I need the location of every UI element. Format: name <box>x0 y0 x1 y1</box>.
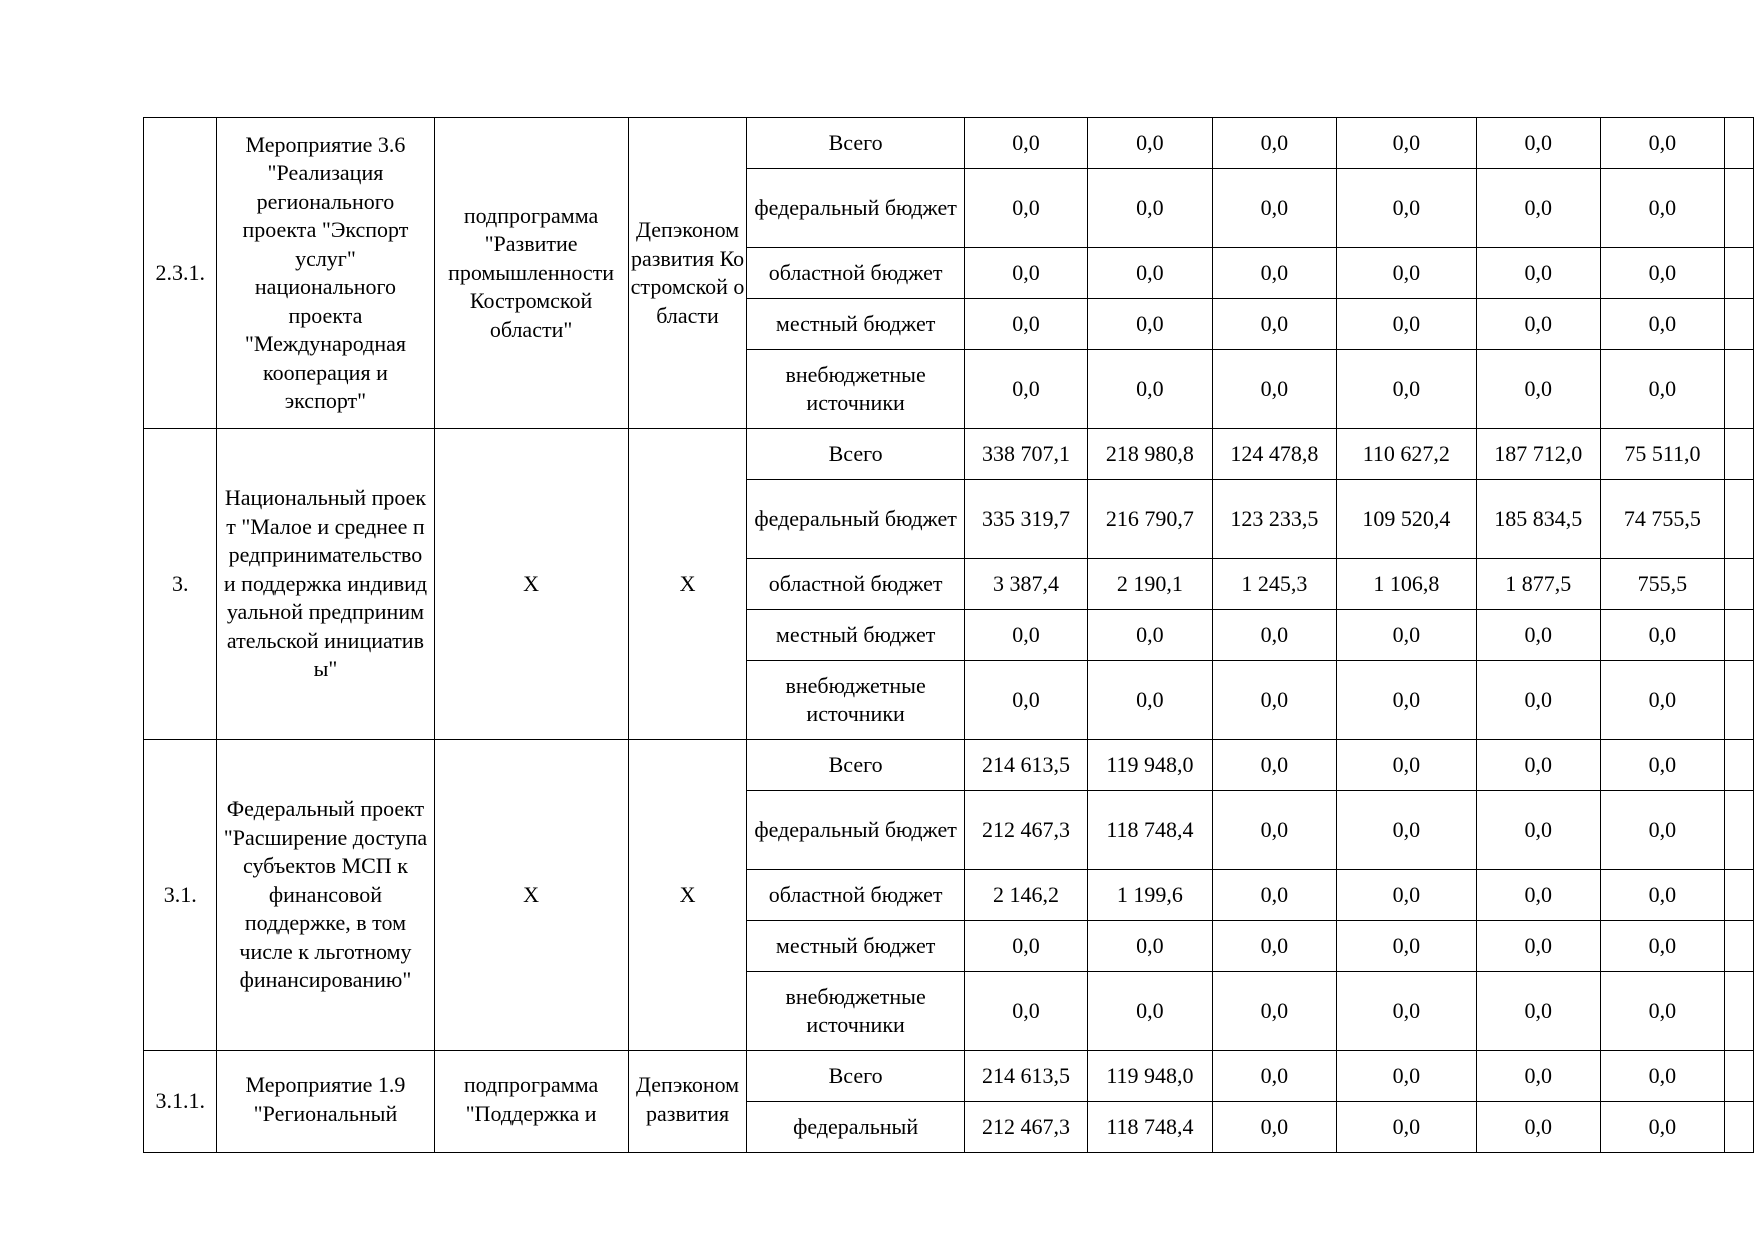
truncated-column-cell <box>1724 480 1753 559</box>
value-cell: 212 467,3 <box>964 791 1087 870</box>
value-cell: 119 948,0 <box>1088 1051 1212 1102</box>
truncated-column-cell <box>1724 350 1753 429</box>
value-cell: 1 877,5 <box>1476 559 1600 610</box>
value-cell: 0,0 <box>1212 169 1336 248</box>
value-cell: 0,0 <box>964 299 1087 350</box>
truncated-column-cell <box>1724 791 1753 870</box>
value-cell: 0,0 <box>1212 870 1336 921</box>
truncated-column-cell <box>1724 559 1753 610</box>
value-cell: 0,0 <box>1212 921 1336 972</box>
value-cell: 0,0 <box>1601 1051 1725 1102</box>
value-cell: 0,0 <box>1601 299 1725 350</box>
value-cell: 0,0 <box>1601 972 1725 1051</box>
value-cell: 0,0 <box>1476 1102 1600 1153</box>
value-cell: 0,0 <box>1088 661 1212 740</box>
value-cell: 0,0 <box>964 350 1087 429</box>
value-cell: 0,0 <box>1601 610 1725 661</box>
truncated-column-cell <box>1724 661 1753 740</box>
truncated-column-cell <box>1724 740 1753 791</box>
value-cell: 0,0 <box>1212 610 1336 661</box>
value-cell: 0,0 <box>1337 921 1477 972</box>
funding-source: местный бюджет <box>747 299 964 350</box>
value-cell: 0,0 <box>1337 661 1477 740</box>
funding-source: внебюджетные источники <box>747 350 964 429</box>
value-cell: 0,0 <box>1212 661 1336 740</box>
value-cell: 187 712,0 <box>1476 429 1600 480</box>
funding-source: местный бюджет <box>747 610 964 661</box>
value-cell: 2 146,2 <box>964 870 1087 921</box>
executor-cell: X <box>628 740 747 1051</box>
value-cell: 755,5 <box>1601 559 1725 610</box>
value-cell: 214 613,5 <box>964 1051 1087 1102</box>
table-row <box>144 740 1754 791</box>
subprogram-cell: X <box>434 429 628 740</box>
value-cell: 0,0 <box>1212 299 1336 350</box>
funding-source: областной бюджет <box>747 870 964 921</box>
value-cell: 338 707,1 <box>964 429 1087 480</box>
value-cell: 335 319,7 <box>964 480 1087 559</box>
value-cell: 118 748,4 <box>1088 791 1212 870</box>
value-cell: 0,0 <box>1088 118 1212 169</box>
value-cell: 216 790,7 <box>1088 480 1212 559</box>
value-cell: 123 233,5 <box>1212 480 1336 559</box>
value-cell: 1 106,8 <box>1337 559 1477 610</box>
table-row <box>144 1051 1754 1102</box>
value-cell: 0,0 <box>1088 610 1212 661</box>
value-cell: 0,0 <box>1601 248 1725 299</box>
value-cell: 0,0 <box>1476 661 1600 740</box>
truncated-column-cell <box>1724 1051 1753 1102</box>
value-cell: 0,0 <box>964 661 1087 740</box>
value-cell: 0,0 <box>1476 350 1600 429</box>
value-cell: 212 467,3 <box>964 1102 1087 1153</box>
value-cell: 124 478,8 <box>1212 429 1336 480</box>
item-name: Федеральный проект "Расширение доступа субъектов МСП к финансовой поддержке, в том числе к льготному финансированию" <box>217 740 434 1051</box>
value-cell: 0,0 <box>1601 921 1725 972</box>
value-cell: 0,0 <box>1088 248 1212 299</box>
executor-cell: Депэкономразвития Костромской области <box>628 118 747 429</box>
item-name <box>217 1051 434 1153</box>
funding-source: Всего <box>747 118 964 169</box>
value-cell: 0,0 <box>1476 610 1600 661</box>
value-cell: 0,0 <box>1476 972 1600 1051</box>
item-name-text: Мероприятие 1.9 "Региональный <box>245 1072 406 1126</box>
item-number: 3.1.1. <box>144 1051 217 1153</box>
value-cell: 0,0 <box>1212 972 1336 1051</box>
truncated-column-cell <box>1724 169 1753 248</box>
subprogram-cell <box>434 1051 628 1153</box>
funding-source: областной бюджет <box>747 559 964 610</box>
value-cell: 0,0 <box>1088 299 1212 350</box>
value-cell: 0,0 <box>1337 1051 1477 1102</box>
value-cell: 0,0 <box>1212 1102 1336 1153</box>
executor-cell: X <box>628 429 747 740</box>
funding-source: федеральный бюджет <box>747 169 964 248</box>
value-cell: 0,0 <box>1476 299 1600 350</box>
value-cell: 109 520,4 <box>1337 480 1477 559</box>
value-cell: 0,0 <box>1476 169 1600 248</box>
value-cell: 3 387,4 <box>964 559 1087 610</box>
value-cell: 0,0 <box>1337 1102 1477 1153</box>
value-cell: 0,0 <box>1476 921 1600 972</box>
truncated-column-cell <box>1724 921 1753 972</box>
table-row <box>144 118 1754 169</box>
value-cell: 0,0 <box>964 972 1087 1051</box>
value-cell: 214 613,5 <box>964 740 1087 791</box>
value-cell: 218 980,8 <box>1088 429 1212 480</box>
value-cell: 0,0 <box>1601 870 1725 921</box>
item-name: Национальный проект "Малое и среднее предпринимательство и поддержка индивидуальной предпринимательской инициативы" <box>217 429 434 740</box>
value-cell: 0,0 <box>1088 972 1212 1051</box>
value-cell: 0,0 <box>1337 610 1477 661</box>
truncated-column-cell <box>1724 429 1753 480</box>
value-cell: 0,0 <box>1337 740 1477 791</box>
value-cell: 0,0 <box>1337 350 1477 429</box>
truncated-column-cell <box>1724 870 1753 921</box>
value-cell: 0,0 <box>1601 350 1725 429</box>
executor-cell <box>628 1051 747 1153</box>
value-cell: 1 245,3 <box>1212 559 1336 610</box>
value-cell: 0,0 <box>1601 791 1725 870</box>
value-cell: 0,0 <box>1212 740 1336 791</box>
value-cell: 185 834,5 <box>1476 480 1600 559</box>
item-number: 3. <box>144 429 217 740</box>
value-cell: 0,0 <box>964 169 1087 248</box>
value-cell: 0,0 <box>1337 118 1477 169</box>
value-cell: 1 199,6 <box>1088 870 1212 921</box>
value-cell: 0,0 <box>1601 740 1725 791</box>
value-cell: 0,0 <box>1337 870 1477 921</box>
item-number: 2.3.1. <box>144 118 217 429</box>
funding-source: федеральный <box>747 1102 964 1153</box>
truncated-column-cell <box>1724 610 1753 661</box>
value-cell: 0,0 <box>1476 1051 1600 1102</box>
subprogram-text: подпрограмма "Поддержка и <box>463 1072 599 1126</box>
value-cell: 110 627,2 <box>1337 429 1477 480</box>
value-cell: 75 511,0 <box>1601 429 1725 480</box>
funding-source: федеральный бюджет <box>747 480 964 559</box>
value-cell: 0,0 <box>1601 169 1725 248</box>
value-cell: 0,0 <box>1088 350 1212 429</box>
funding-source: областной бюджет <box>747 248 964 299</box>
value-cell: 0,0 <box>964 248 1087 299</box>
truncated-column-cell <box>1724 248 1753 299</box>
item-name: Мероприятие 3.6 "Реализация регионального проекта "Экспорт услуг" национального проекта "Международная кооперация и экспорт" <box>217 118 434 429</box>
value-cell: 0,0 <box>1088 169 1212 248</box>
value-cell: 0,0 <box>964 921 1087 972</box>
value-cell: 0,0 <box>1476 740 1600 791</box>
value-cell: 0,0 <box>1212 118 1336 169</box>
value-cell: 0,0 <box>1476 870 1600 921</box>
value-cell: 0,0 <box>1337 791 1477 870</box>
value-cell: 0,0 <box>1337 169 1477 248</box>
truncated-column-cell <box>1724 299 1753 350</box>
funding-source: Всего <box>747 740 964 791</box>
funding-source: федеральный бюджет <box>747 791 964 870</box>
value-cell: 0,0 <box>1476 248 1600 299</box>
value-cell: 0,0 <box>1212 350 1336 429</box>
value-cell: 0,0 <box>1088 921 1212 972</box>
value-cell: 118 748,4 <box>1088 1102 1212 1153</box>
subprogram-cell: подпрограмма "Развитие промышленности Костромской области" <box>434 118 628 429</box>
value-cell: 0,0 <box>1601 1102 1725 1153</box>
budget-table <box>143 117 1754 1153</box>
value-cell: 0,0 <box>1212 1051 1336 1102</box>
value-cell: 119 948,0 <box>1088 740 1212 791</box>
value-cell: 0,0 <box>1212 248 1336 299</box>
executor-text: Депэкономразвития <box>636 1072 740 1126</box>
value-cell: 0,0 <box>1476 791 1600 870</box>
funding-source: Всего <box>747 429 964 480</box>
value-cell: 2 190,1 <box>1088 559 1212 610</box>
value-cell: 0,0 <box>1337 972 1477 1051</box>
value-cell: 0,0 <box>1601 118 1725 169</box>
subprogram-cell: X <box>434 740 628 1051</box>
value-cell: 0,0 <box>964 610 1087 661</box>
funding-source: местный бюджет <box>747 921 964 972</box>
truncated-column-cell <box>1724 118 1753 169</box>
funding-source: внебюджетные источники <box>747 972 964 1051</box>
value-cell: 0,0 <box>1337 299 1477 350</box>
value-cell: 0,0 <box>964 118 1087 169</box>
funding-source: внебюджетные источники <box>747 661 964 740</box>
value-cell: 0,0 <box>1476 118 1600 169</box>
item-number: 3.1. <box>144 740 217 1051</box>
value-cell: 0,0 <box>1337 248 1477 299</box>
table-row <box>144 429 1754 480</box>
value-cell: 74 755,5 <box>1601 480 1725 559</box>
value-cell: 0,0 <box>1212 791 1336 870</box>
funding-source: Всего <box>747 1051 964 1102</box>
value-cell: 0,0 <box>1601 661 1725 740</box>
truncated-column-cell <box>1724 1102 1753 1153</box>
truncated-column-cell <box>1724 972 1753 1051</box>
